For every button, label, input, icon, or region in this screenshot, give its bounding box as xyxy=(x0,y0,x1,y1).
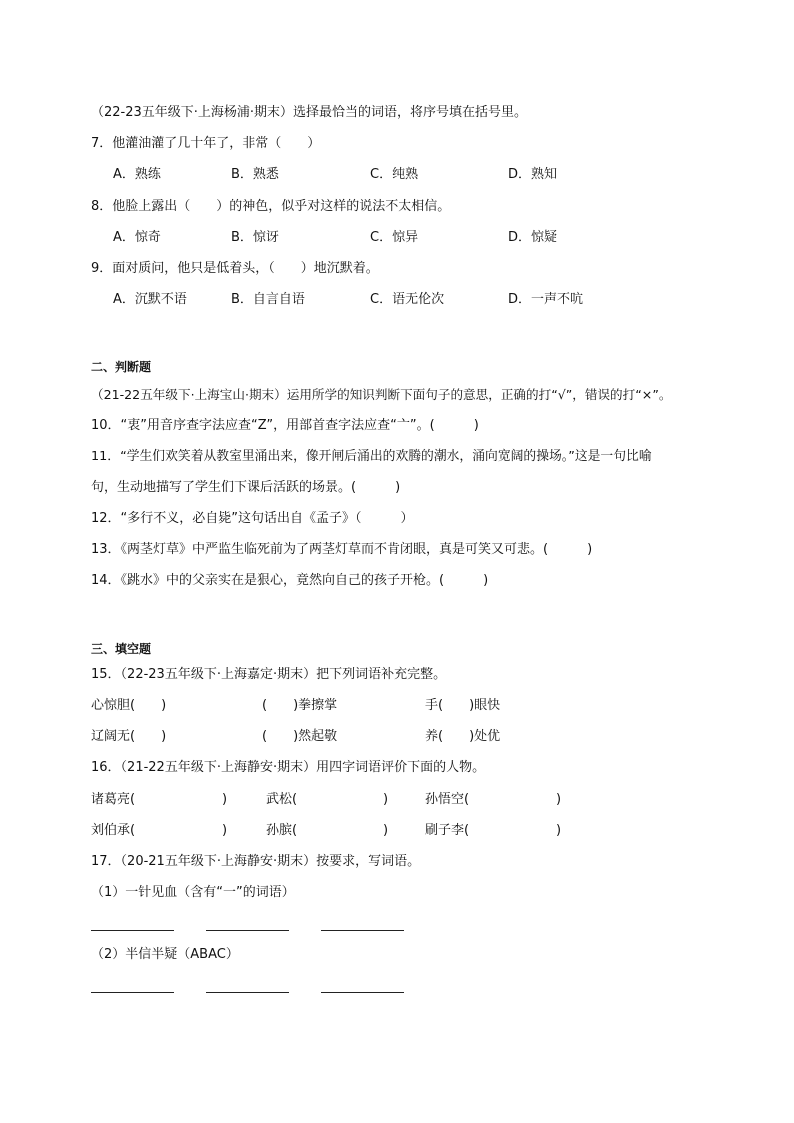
idiom-blank: ( )拳擦掌 xyxy=(262,698,338,713)
person-label: 刘伯承( xyxy=(91,823,136,838)
question-8-option-c: C．惊异 xyxy=(370,230,419,245)
answer-line xyxy=(321,992,404,993)
question-8-option-d: D．惊疑 xyxy=(508,230,558,245)
paren-close: ) xyxy=(383,792,389,807)
idiom-blank: 心惊胆( ) xyxy=(91,698,167,713)
question-9-option-a: A．沉默不语 xyxy=(113,292,187,307)
idiom-blank: 辽阔无( ) xyxy=(91,729,167,744)
answer-line xyxy=(206,930,289,931)
question-11-line2: 句，生动地描写了学生们下课后活跃的场景。( ) xyxy=(91,480,401,495)
answer-line xyxy=(321,930,404,931)
paren-close: ) xyxy=(556,792,562,807)
question-7-stem: 7．他灌油灌了几十年了，非常（ ） xyxy=(91,136,321,151)
question-9-option-d: D．一声不吭 xyxy=(508,292,584,307)
question-7-option-d: D．熟知 xyxy=(508,167,558,182)
section3-title: 三、填空题 xyxy=(91,642,152,656)
question-11-line1: 11．“学生们欢笑着从教室里涌出来，像开闸后涌出的欢腾的潮水，涌向宽阔的操场。”这是一句比喻 xyxy=(91,449,652,464)
answer-line xyxy=(91,992,174,993)
question-13: 13．《两茎灯草》中严监生临死前为了两茎灯草而不肯闭眼，真是可笑又可悲。( ) xyxy=(91,542,593,557)
question-10: 10．“衷”用音序查字法应查“Z”，用部首查字法应查“亠”。( ) xyxy=(91,418,479,433)
section2-intro: （21-22五年级下·上海宝山·期末）运用所学的知识判断下面句子的意思，正确的打“√”，错误的打“×”。 xyxy=(91,387,672,402)
question-16-intro: 16．（21-22五年级下·上海静安·期末）用四字词语评价下面的人物。 xyxy=(91,760,486,775)
question-7-option-b: B．熟悉 xyxy=(231,167,279,182)
question-14: 14．《跳水》中的父亲实在是狠心，竟然向自己的孩子开枪。( ) xyxy=(91,573,489,588)
idiom-blank: 养( )处优 xyxy=(425,729,501,744)
question-12: 12．“多行不义，必自毙”这句话出自《孟子》（ ） xyxy=(91,511,414,526)
question-9-stem: 9．面对质问，他只是低着头，（ ）地沉默着。 xyxy=(91,261,379,276)
person-label: 孙膑( xyxy=(266,823,298,838)
question-9-option-c: C．语无伦次 xyxy=(370,292,445,307)
paren-close: ) xyxy=(556,823,562,838)
question-8-stem: 8．他脸上露出（ ）的神色，似乎对这样的说法不太相信。 xyxy=(91,199,451,214)
section1-intro: （22-23五年级下·上海杨浦·期末）选择最恰当的词语，将序号填在括号里。 xyxy=(91,105,528,120)
person-label: 孙悟空( xyxy=(425,792,470,807)
person-label: 诸葛亮( xyxy=(91,792,136,807)
question-17-part1: （1）一针见血（含有“一”的词语） xyxy=(91,885,295,900)
question-8-option-b: B．惊讶 xyxy=(231,230,279,245)
question-17-intro: 17．（20-21五年级下·上海静安·期末）按要求，写词语。 xyxy=(91,854,421,869)
section2-title: 二、判断题 xyxy=(91,360,152,374)
question-7-option-a: A．熟练 xyxy=(113,167,161,182)
paren-close: ) xyxy=(383,823,389,838)
answer-line xyxy=(206,992,289,993)
person-label: 刷子李( xyxy=(425,823,470,838)
question-15-intro: 15．（22-23五年级下·上海嘉定·期末）把下列词语补充完整。 xyxy=(91,667,447,682)
paren-close: ) xyxy=(222,792,228,807)
idiom-blank: ( )然起敬 xyxy=(262,729,338,744)
person-label: 武松( xyxy=(266,792,298,807)
question-7-option-c: C．纯熟 xyxy=(370,167,419,182)
question-9-option-b: B．自言自语 xyxy=(231,292,305,307)
answer-line xyxy=(91,930,174,931)
question-8-option-a: A．惊奇 xyxy=(113,230,161,245)
paren-close: ) xyxy=(222,823,228,838)
question-17-part2: （2）半信半疑（ABAC） xyxy=(91,947,239,962)
idiom-blank: 手( )眼快 xyxy=(425,698,501,713)
